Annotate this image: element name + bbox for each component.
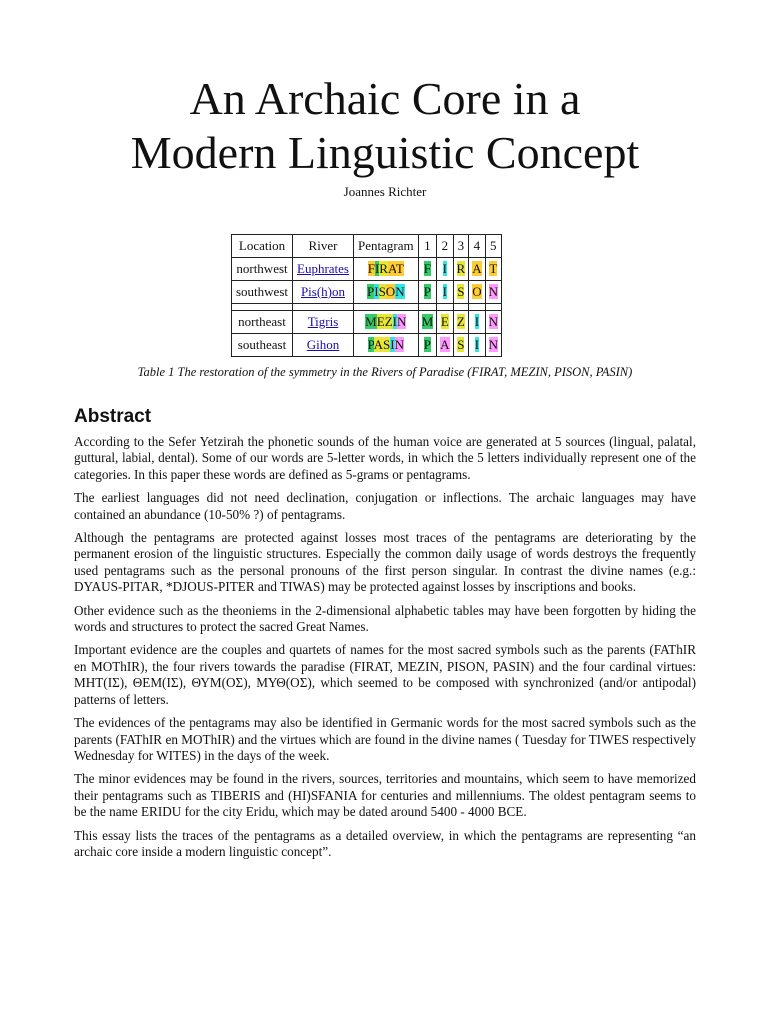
river-cell — [293, 258, 354, 281]
table-header-cell: Location — [232, 235, 293, 258]
letter-cell: T — [485, 258, 501, 281]
location-cell: southwest — [232, 281, 293, 304]
title-line-2: Modern Linguistic Concept — [130, 127, 640, 178]
river-link[interactable]: Pis(h)on — [300, 284, 346, 299]
paragraph: This essay lists the traces of the pentagrams as a detailed overview, in which the pentagrams are representing “an archaic core inside a modern linguistic concept”. — [74, 827, 696, 859]
river-cell — [293, 311, 354, 334]
letter-cell: N — [485, 334, 501, 357]
title-line-1: An Archaic Core in a — [189, 73, 581, 124]
location-cell: southeast — [232, 334, 293, 357]
paragraph: Although the pentagrams are protected against losses most traces of the pentagrams are deteriorating by the permanent erosion of the linguistic structures. Especially the common daily usage of words destroys the frequently used pentagrams such as the personal pronouns of the first person singular. In contrast the divine names (e.g.: DYAUS-PITAR, *DJOUS-PITER and TIWAS) may be protected against losses by inscriptions and books. — [74, 530, 696, 595]
river-cell — [293, 334, 354, 357]
pentagram-cell: FIRAT — [353, 258, 418, 281]
paragraph: According to the Sefer Yetzirah the phonetic sounds of the human voice are generated at 5 sources (lingual, palatal, guttural, labial, dental). Some of our words are 5-letter words, in which the 5 letters individually represent one of the categories. In this paper these words are defined as 5-grams or pentagrams. — [74, 434, 696, 482]
table-header-row — [232, 235, 502, 258]
table-header-cell: 5 — [485, 235, 501, 258]
letter-cell: E — [437, 311, 453, 334]
letter-cell: R — [453, 258, 469, 281]
paragraph: The minor evidences may be found in the rivers, sources, territories and mountains, which seem to have memorized their pentagrams such as TIBERIS and (HI)SFANIA for centuries and millenniums. The oldest pentagram seems to be the name ERIDU for the city Eridu, which may be dated around 5400 - 4000 BCE. — [74, 771, 696, 820]
letter-cell: N — [485, 311, 501, 334]
table-header-cell: Pentagram — [353, 235, 418, 258]
river-link[interactable]: Gihon — [306, 337, 340, 352]
table-row — [232, 311, 502, 334]
letter-cell: O — [469, 281, 485, 304]
letter-cell: I — [469, 311, 485, 334]
location-cell: northeast — [232, 311, 293, 334]
letter-cell: P — [418, 334, 437, 357]
table-caption: Table 1 The restoration of the symmetry in the Rivers of Paradise (FIRAT, MEZIN, PISON, PASIN) — [137, 365, 633, 379]
letter-cell: I — [469, 334, 485, 357]
table-spacer-row — [232, 304, 502, 311]
letter-cell: A — [469, 258, 485, 281]
pentagram-cell: PISON — [353, 281, 418, 304]
table-header-cell: River — [293, 235, 354, 258]
document-page — [74, 72, 696, 867]
letter-cell: F — [418, 258, 437, 281]
author-name: Joannes Richter — [343, 184, 427, 199]
paragraph: The earliest languages did not need declination, conjugation or inflections. The archaic languages may have contained an abundance (10-50% ?) of pentagrams. — [74, 490, 696, 522]
letter-cell: N — [485, 281, 501, 304]
table-header-cell: 1 — [418, 235, 437, 258]
letter-cell: A — [437, 334, 453, 357]
paragraph: The evidences of the pentagrams may also be identified in Germanic words for the most sacred symbols such as the parents (FAThIR en MOThIR) and the virtues which are found in the divine names ( Tuesday for TIWES respectively Wednesday for WITES) in the days of the week. — [74, 715, 696, 763]
rivers-table — [231, 234, 502, 357]
location-cell: northwest — [232, 258, 293, 281]
letter-cell: I — [437, 281, 453, 304]
letter-cell: S — [453, 281, 469, 304]
letter-cell: S — [453, 334, 469, 357]
river-link[interactable]: Euphrates — [297, 261, 349, 276]
letter-cell: P — [418, 281, 437, 304]
paragraph: Important evidence are the couples and quartets of names for the most sacred symbols such as the parents (FAThIR en MOThIR), the four rivers towards the paradise (FIRAT, MEZIN, PISON, PASIN) and the four cardinal virtues: MHT(ΙΣ), ΘΕΜ(ΙΣ), ΘΥΜ(ΟΣ), ΜΥΘ(ΟΣ), which seemed to be composed with synchronized (and/or antipodal) patterns of letters. — [74, 642, 696, 707]
river-cell — [293, 281, 354, 304]
table-row — [232, 281, 502, 304]
table-header-cell: 3 — [453, 235, 469, 258]
letter-cell: I — [437, 258, 453, 281]
table-row — [232, 258, 502, 281]
abstract-heading: Abstract — [74, 406, 152, 427]
table-header-cell: 2 — [437, 235, 453, 258]
table-header-cell: 4 — [469, 235, 485, 258]
letter-cell: M — [418, 311, 437, 334]
pentagram-cell: MEZIN — [353, 311, 418, 334]
pentagram-cell: PASIN — [353, 334, 418, 357]
letter-cell: Z — [453, 311, 469, 334]
table-row — [232, 334, 502, 357]
river-link[interactable]: Tigris — [307, 314, 339, 329]
paragraph: Other evidence such as the theoniems in the 2-dimensional alphabetic tables may have been forgotten by hiding the words and structures to protect the sacred Great Names. — [74, 602, 696, 635]
document-title — [74, 72, 696, 180]
